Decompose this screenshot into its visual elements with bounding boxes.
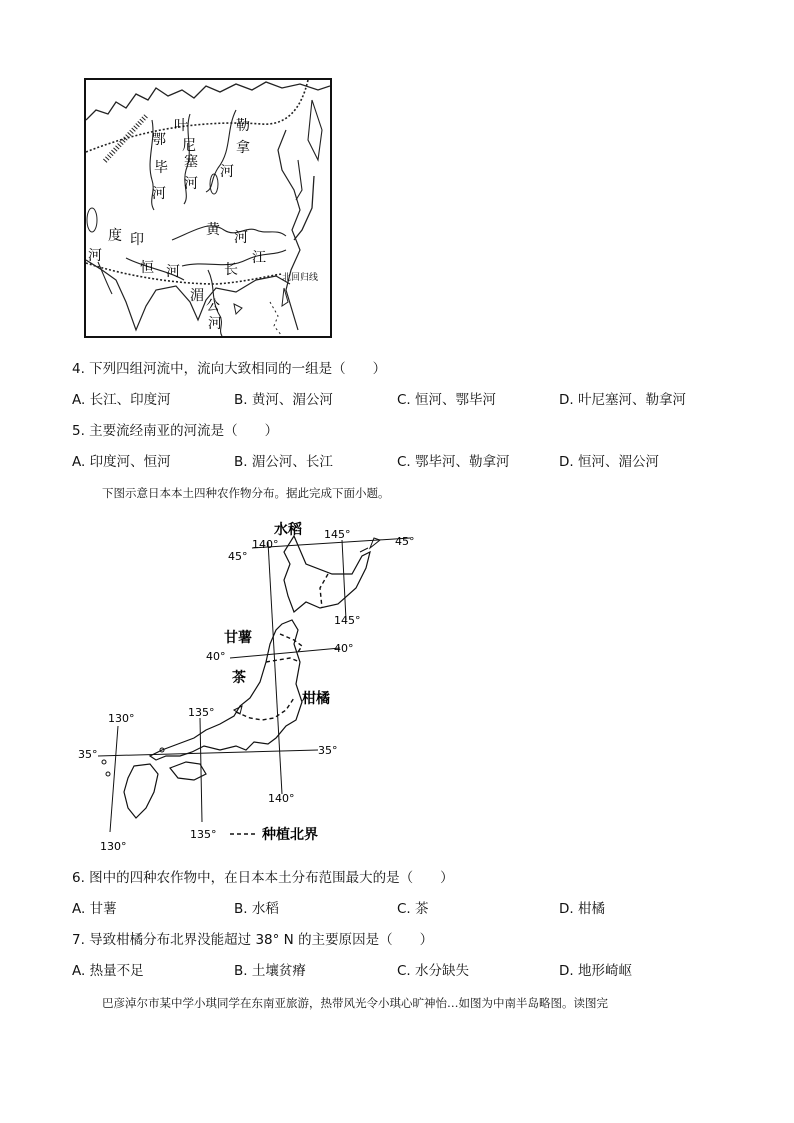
question-5-option-b[interactable]: B. 湄公河、长江	[234, 454, 333, 470]
label-he-ob: 河	[152, 186, 166, 202]
tropic-of-cancer	[86, 263, 282, 284]
question-5-option-a[interactable]: A. 印度河、恒河	[72, 454, 171, 470]
lat40-line	[230, 648, 340, 658]
question-5-option-c[interactable]: C. 鄂毕河、勒拿河	[397, 454, 510, 470]
label-chang: 长	[224, 262, 238, 278]
tick-lon135-top: 135°	[188, 706, 215, 719]
kyushu	[124, 764, 158, 818]
question-5-option-d[interactable]: D. 恒河、湄公河	[559, 454, 659, 470]
question-4-option-b[interactable]: B. 黄河、湄公河	[234, 392, 333, 408]
taiwan-island	[282, 288, 288, 306]
tick-lon140-bottom: 140°	[268, 792, 295, 805]
label-he-indus: 河	[88, 248, 102, 264]
indochina-section-intro: 巴彦淖尔市某中学小琪同学在东南亚旅游，热带风光令小琪心旷神怡…如图为中南半岛略图。读图完	[102, 996, 608, 1010]
question-6-stem: 6. 图中的四种农作物中，在日本本土分布范围最大的是（ ）	[72, 870, 454, 886]
japan-section-intro: 下图示意日本本土四种农作物分布。据此完成下面小题。	[102, 486, 390, 500]
legend-label: 种植北界	[262, 827, 318, 843]
tick-lon145-bottom: 145°	[334, 614, 361, 627]
tick-lat35-left: 35°	[78, 748, 98, 761]
islet-2	[106, 772, 110, 776]
label-heng: 恒	[140, 260, 154, 276]
tick-lat45-right: 45°	[395, 535, 415, 548]
citrus-boundary	[236, 698, 294, 720]
crop-label-sweet-potato: 甘薯	[224, 630, 252, 646]
lon145-line	[342, 540, 346, 620]
tick-lon145-top: 145°	[324, 528, 351, 541]
kamchatka	[308, 100, 322, 160]
sweet-potato-boundary	[280, 634, 302, 652]
lon140-line	[268, 542, 282, 794]
label-e: 鄂	[152, 132, 166, 148]
yellow-river	[172, 226, 286, 240]
arctic-coastline	[86, 82, 330, 120]
label-gong: 公	[206, 298, 220, 314]
question-4-option-c[interactable]: C. 恒河、鄂毕河	[397, 392, 497, 408]
question-7-option-b[interactable]: B. 土壤贫瘠	[234, 963, 306, 979]
rice-boundary	[320, 574, 328, 608]
question-7-stem: 7. 导致柑橘分布北界没能超过 38° N 的主要原因是（ ）	[72, 932, 434, 948]
tick-lon130-top: 130°	[108, 712, 135, 725]
tick-lat40-left: 40°	[206, 650, 226, 663]
crop-label-citrus: 柑橘	[302, 691, 330, 707]
islet-1	[102, 760, 106, 764]
japan-map-svg	[70, 512, 430, 857]
arctic-circle	[86, 80, 308, 152]
japan-crop-map	[70, 512, 430, 857]
tick-lon130-bottom: 130°	[100, 840, 127, 853]
tick-lon135-bottom: 135°	[190, 828, 217, 841]
tick-lat35-right: 35°	[318, 744, 338, 757]
hokkaido	[284, 536, 370, 612]
tea-boundary	[266, 658, 300, 662]
south-coastline	[86, 260, 290, 330]
tick-lat45-left: 45°	[228, 550, 248, 563]
label-he-ganges: 河	[166, 264, 180, 280]
question-4-option-a[interactable]: A. 长江、印度河	[72, 392, 171, 408]
label-yin: 印	[130, 232, 144, 248]
question-7-option-d[interactable]: D. 地形崎岖	[559, 963, 632, 979]
japan-islands	[294, 176, 314, 240]
tick-lat40-right: 40°	[334, 642, 354, 655]
label-du: 度	[108, 228, 122, 244]
lat35-line	[98, 750, 318, 756]
question-5-stem: 5. 主要流经南亚的河流是（ ）	[72, 423, 279, 439]
indus-river	[98, 262, 112, 294]
question-7-option-a[interactable]: A. 热量不足	[72, 963, 144, 979]
question-6-option-b[interactable]: B. 水稻	[234, 901, 279, 917]
label-huang: 黄	[206, 222, 220, 238]
label-na: 拿	[236, 140, 250, 156]
label-bi: 毕	[154, 160, 168, 176]
label-he-yenisei: 河	[184, 176, 198, 192]
label-jiang: 江	[252, 250, 266, 266]
label-he-lena: 河	[220, 164, 234, 180]
question-6-option-d[interactable]: D. 柑橘	[559, 901, 605, 917]
asia-map-svg	[86, 80, 330, 336]
label-le: 勒	[236, 118, 250, 134]
question-6-option-c[interactable]: C. 茶	[397, 901, 429, 917]
tick-lon140-top: 140°	[252, 538, 279, 551]
label-ni: 尼	[182, 138, 196, 154]
philippines	[270, 302, 282, 336]
asia-river-map	[84, 78, 332, 338]
caspian-area	[87, 208, 97, 232]
lon130-line	[110, 726, 118, 832]
question-6-option-a[interactable]: A. 甘薯	[72, 901, 117, 917]
label-mei: 湄	[190, 288, 204, 304]
sakhalin	[296, 160, 302, 200]
label-tropic: 北回归线	[282, 273, 319, 283]
question-4-stem: 4. 下列四组河流中，流向大致相同的一组是（ ）	[72, 361, 387, 377]
crop-label-tea: 茶	[232, 670, 246, 686]
question-7-option-c[interactable]: C. 水分缺失	[397, 963, 470, 979]
label-sai: 塞	[184, 154, 198, 170]
label-he-mekong: 河	[208, 316, 222, 332]
crop-label-rice: 水稻	[274, 522, 302, 538]
label-ye: 叶	[174, 118, 188, 134]
question-4-option-d[interactable]: D. 叶尼塞河、勒拿河	[559, 392, 686, 408]
east-coastline	[278, 130, 300, 330]
label-he-yellow: 河	[234, 230, 248, 246]
hainan-island	[234, 304, 242, 314]
